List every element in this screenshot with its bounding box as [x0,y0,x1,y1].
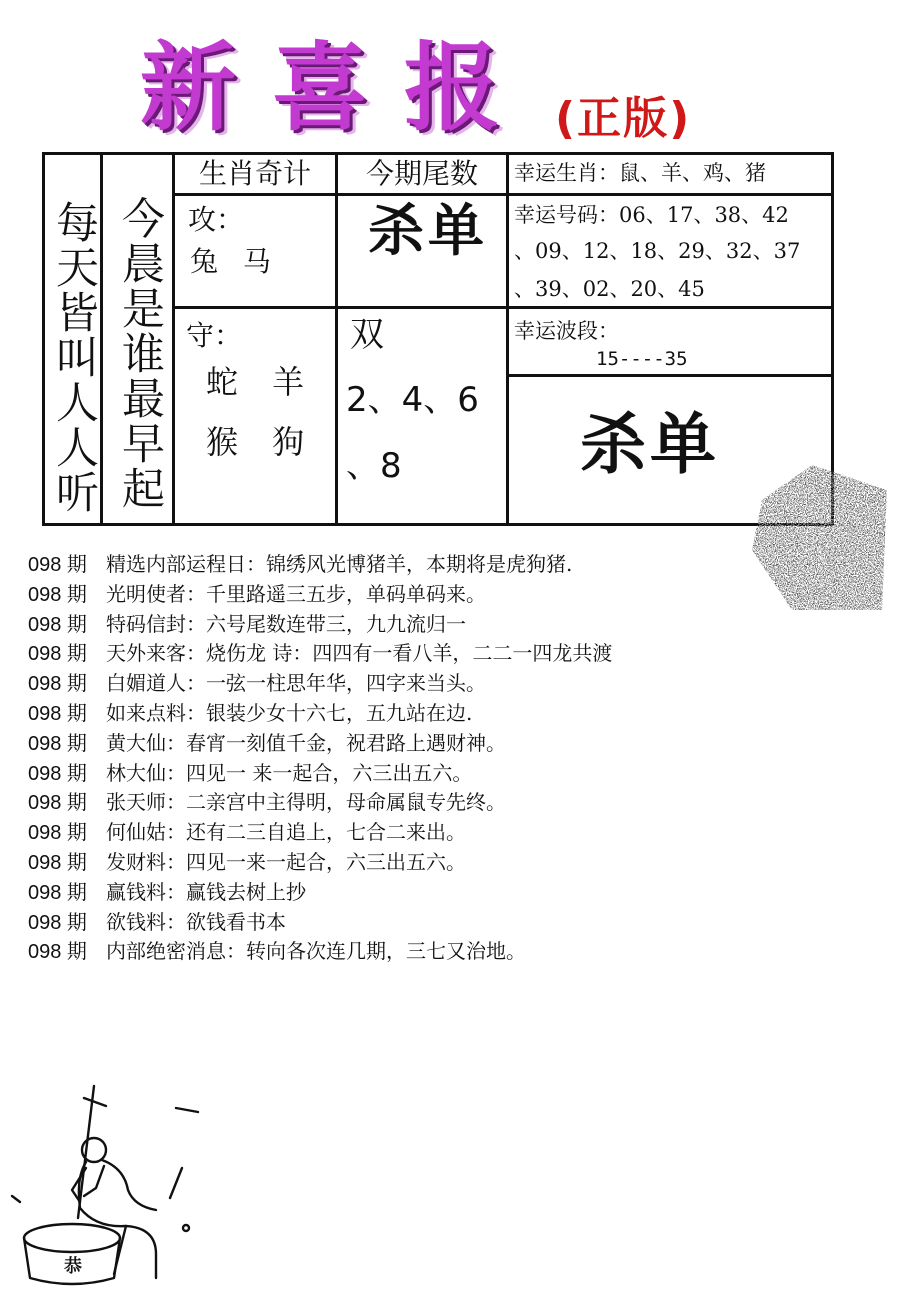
defend-zodiac-1: 蛇 羊 [206,363,317,401]
kill-odd-top: 杀单 [368,199,488,264]
entry-text: 何仙姑：还有二三自追上，七合二来出。 [106,820,466,845]
list-item [28,729,888,759]
period-label: 098 期 [28,911,87,934]
kill-odd-bottom: 杀单 [580,406,720,483]
list-item [28,759,888,789]
entry-text: 欲钱料：欲钱看书本 [106,909,286,934]
entry-text: 林大仙：四见一 来一起合，六三出五六。 [106,760,473,785]
entry-text: 黄大仙：春宵一刻值千金，祝君路上遇财神。 [106,730,506,755]
list-item [28,937,888,967]
table-divider [172,193,834,196]
tail-numbers-2: 、8 [346,446,402,486]
period-label: 098 期 [28,792,87,815]
entry-text: 赢钱料：赢钱去树上抄 [106,879,306,904]
entry-text: 白媚道人：一弦一柱思年华，四字来当头。 [106,671,486,696]
defend-zodiac-2: 猴 狗 [206,423,317,461]
edition-label: (正版) [555,93,692,144]
slogan-column-2: 今晨是谁最早起 [115,196,165,511]
tail-numbers-1: 2、4、6 [346,380,479,420]
list-item [28,878,888,908]
lucky-wave-range: 15----35 [596,348,688,370]
page-title: 新喜报 [140,31,536,144]
table-divider [100,152,103,526]
table-divider [172,152,175,526]
period-label: 098 期 [28,583,87,606]
entry-text: 光明使者：千里路遥三五步，单码单码来。 [106,581,486,606]
entry-text: 特码信封：六号尾数连带三，九九流归一 [106,611,466,636]
period-label: 098 期 [28,732,87,755]
list-item [28,639,888,669]
mortar-figure-icon [6,1078,206,1288]
period-label: 098 期 [28,762,87,785]
entry-text: 发财料：四见一来一起合，六三出五六。 [106,849,466,874]
lucky-zodiac: 幸运生肖：鼠、羊、鸡、猪 [514,161,766,185]
period-label: 098 期 [28,851,87,874]
entry-text: 张天师：二亲宫中主得明，母命属鼠专先终。 [106,790,506,815]
entry-text: 如来点料：银装少女十六七，五九站在边. [106,700,473,725]
table-divider [172,306,834,309]
table-divider [506,152,509,526]
lucky-numbers-line3: 、39、02、20、45 [514,277,705,301]
period-label: 098 期 [28,941,87,964]
list-item [28,669,888,699]
lucky-numbers-line1: 幸运号码：06、17、38、42 [514,203,789,227]
table-divider [335,152,338,526]
entry-text: 精选内部运程日：锦绣风光博猪羊，本期将是虎狗猪. [106,552,573,576]
list-item [28,550,888,580]
defend-label: 守： [186,319,243,352]
list-item [28,610,888,640]
forecast-list [28,550,888,967]
list-item [28,699,888,729]
period-label: 098 期 [28,613,87,636]
period-label: 098 期 [28,702,87,725]
period-label: 098 期 [28,673,87,696]
list-item [28,580,888,610]
list-item [28,908,888,938]
list-item [28,818,888,848]
list-item [28,788,888,818]
header-zodiac-plan: 生肖奇计 [198,157,311,190]
list-item [28,848,888,878]
period-label: 098 期 [28,822,87,845]
period-label: 098 期 [28,554,87,576]
attack-zodiac: 兔 马 [190,245,279,278]
parity-label: 双 [350,315,384,355]
slogan-column-1: 每天皆叫人人听 [49,200,99,515]
lucky-numbers-line2: 、09、12、18、29、32、37 [514,239,801,263]
period-label: 098 期 [28,643,87,666]
attack-label: 攻： [188,203,245,236]
entry-text: 天外来客：烧伤龙 诗：四四有一看八羊，二二一四龙共渡 [106,641,613,666]
svg-text:恭: 恭 [64,1256,82,1277]
header-tail-number: 今期尾数 [365,157,478,190]
lucky-wave-label: 幸运波段： [514,319,619,343]
entry-text: 内部绝密消息：转向各次连几期，三七又治地。 [106,939,526,964]
period-label: 098 期 [28,881,87,904]
